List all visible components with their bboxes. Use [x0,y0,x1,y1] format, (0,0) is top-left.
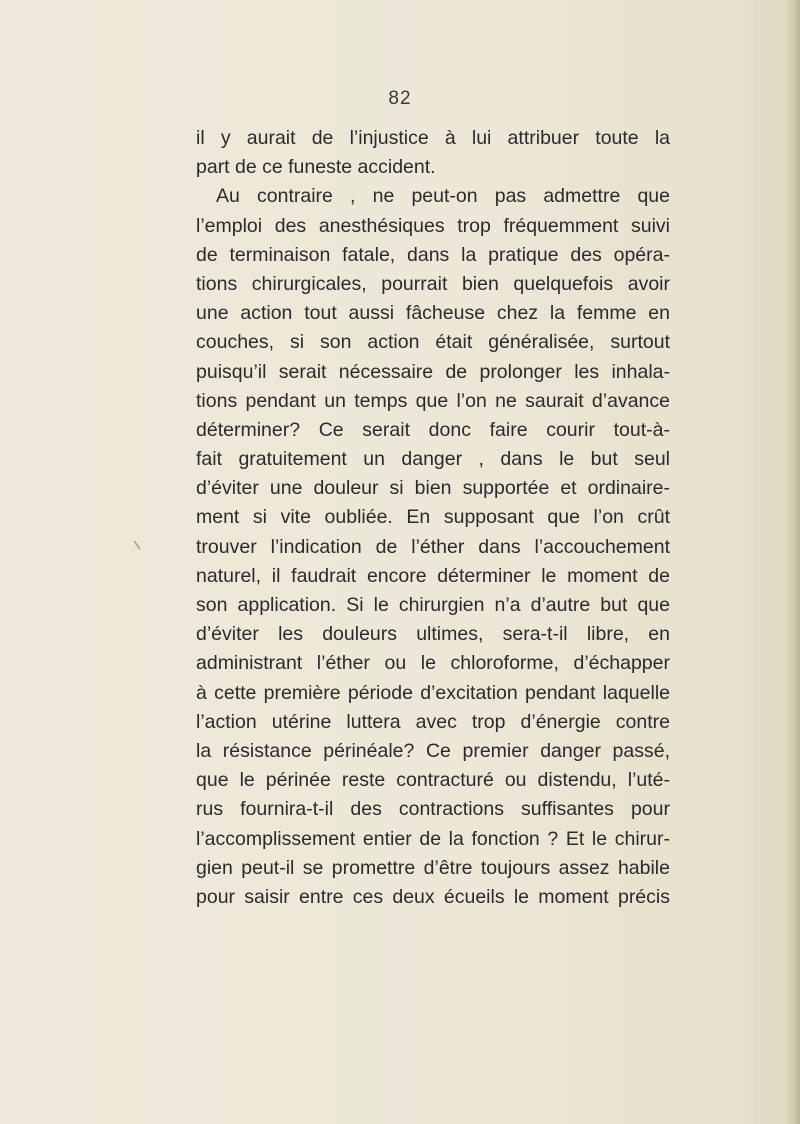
text-line: part de ce funeste accident. [196,156,436,179]
text-line: l’accomplissement entier de la fonction ? Et le chirur- [196,827,670,850]
text-line: à cette première période d’excitation pendant laquelle [196,681,670,704]
body-text [196,124,670,912]
text-line: ment si vite oubliée. En supposant que l’on crût [196,506,670,529]
paper-speck [133,540,140,549]
text-line: son application. Si le chirurgien n’a d’autre but que [196,594,670,616]
text-line: d’éviter une douleur si bien supportée et ordinaire- [196,477,670,500]
text-line: trouver l’indication de l’éther dans l’accouchement [196,535,670,558]
text-line: gien peut-il se promettre d’être toujours assez habile [196,856,670,879]
text-line: pour saisir entre ces deux écueils le moment précis [196,885,670,908]
text-line: tions pendant un temps que l’on ne saurait d’avance [196,389,670,412]
page-number: 82 [388,88,412,109]
text-line: administrant l’éther ou le chloroforme, d’échapper [196,652,670,675]
text-line: d’éviter les douleurs ultimes, sera-t-il libre, en [196,623,670,646]
text-line: il y aurait de l’injustice à lui attribuer toute la [196,127,670,149]
text-line: l’emploi des anesthésiques trop fréquemment suivi [196,214,670,237]
text-line: puisqu’il serait nécessaire de prolonger les inhala- [196,360,670,383]
text-line: naturel, il faudrait encore déterminer le moment de [196,564,670,587]
text-line: une action tout aussi fâcheuse chez la femme en [196,302,670,325]
text-line: tions chirurgicales, pourrait bien quelquefois avoir [196,272,670,295]
text-line: couches, si son action était généralisée, surtout [196,331,670,354]
text-line: de terminaison fatale, dans la pratique des opéra- [196,243,670,266]
text-line: Au contraire , ne peut-on pas admettre que [216,185,670,208]
text-line: fait gratuitement un danger , dans le but seul [196,448,670,471]
page-edge-shadow [786,0,800,1124]
text-line: déterminer? Ce serait donc faire courir tout-à- [196,418,670,441]
text-line: l’action utérine luttera avec trop d’énergie contre [196,710,670,733]
text-line: rus fournira-t-il des contractions suffisantes pour [196,798,670,821]
text-line: la résistance périnéale? Ce premier danger passé, [196,739,670,762]
text-line: que le périnée reste contracturé ou distendu, l’uté- [196,769,670,792]
